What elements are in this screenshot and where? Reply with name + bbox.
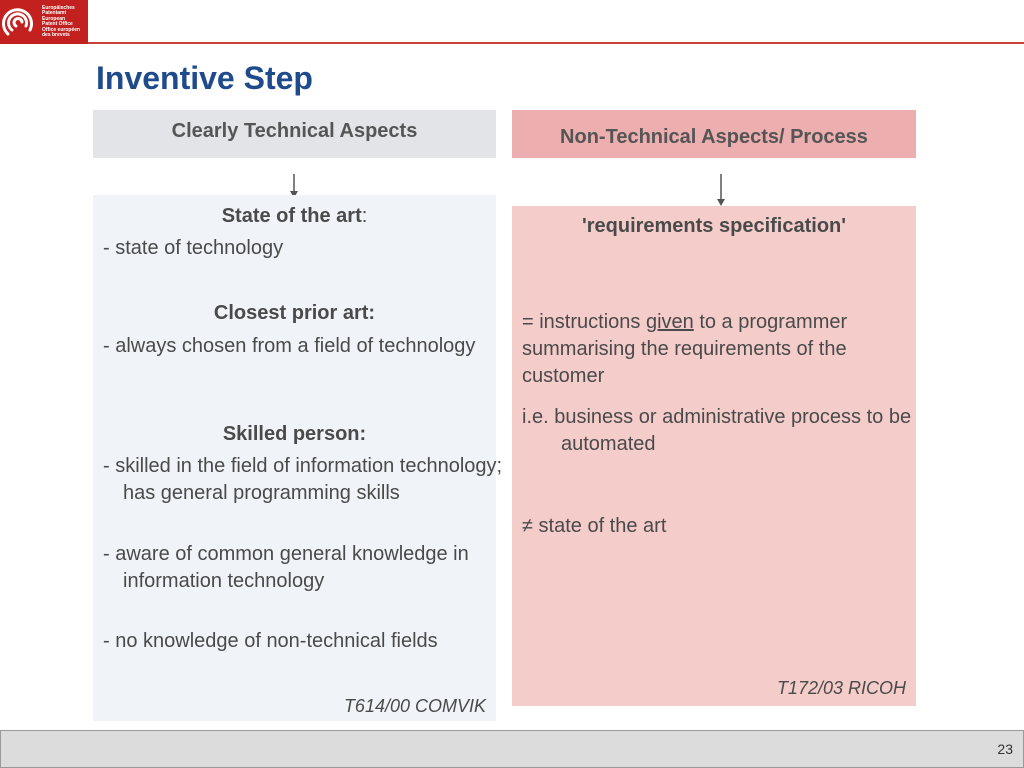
list-item: - skilled in the field of information technology; has general programming skills xyxy=(103,455,503,504)
slide-title: Inventive Step xyxy=(96,60,313,96)
case-reference: T614/00 COMVIK xyxy=(343,696,486,716)
closest-prior-art-heading: Closest prior art: xyxy=(213,302,376,324)
list-item: - state of technology xyxy=(103,237,284,259)
definition-text-underlined: given xyxy=(645,311,694,333)
state-of-art-heading-text: State of the art xyxy=(221,205,362,227)
header-divider xyxy=(88,42,1024,44)
logo-text xyxy=(42,6,80,39)
epo-logo xyxy=(0,0,88,44)
logo-line: Office européen xyxy=(42,26,81,33)
non-technical-aspects-panel xyxy=(512,206,916,706)
list-item: - aware of common general knowledge in information technology xyxy=(103,543,469,592)
requirements-specification-heading: 'requirements specification' xyxy=(581,215,847,237)
non-technical-aspects-header xyxy=(512,110,916,158)
not-equal-text: ≠ state of the art xyxy=(522,515,667,537)
skilled-person-heading: Skilled person: xyxy=(222,423,367,445)
case-reference: T172/03 RICOH xyxy=(776,678,906,698)
definition-text-end: to a programmer summarising the requirements of the customer xyxy=(522,311,848,387)
definition-text-start: = instructions xyxy=(522,311,646,333)
state-of-art-colon: : xyxy=(361,205,368,227)
logo-line: Europäisches xyxy=(42,4,75,11)
technical-aspects-header xyxy=(93,110,496,158)
arrow-down-icon xyxy=(716,174,726,206)
footer-bar xyxy=(0,730,1024,768)
definition-text xyxy=(522,309,902,390)
epo-logo-icon xyxy=(0,0,40,44)
logo-line: Patent Office xyxy=(42,21,73,27)
page-number: 23 xyxy=(997,741,1013,757)
list-item: - no knowledge of non-technical fields xyxy=(103,630,438,652)
example-text: i.e. business or administrative process to be automated xyxy=(522,406,912,455)
logo-line: Patentamt xyxy=(42,10,67,16)
state-of-art-heading xyxy=(103,203,486,230)
logo-line: European xyxy=(42,15,66,22)
logo-line: des brevets xyxy=(42,32,70,38)
non-technical-aspects-header-label: Non-Technical Aspects/ Process xyxy=(560,125,868,148)
technical-aspects-header-label: Clearly Technical Aspects xyxy=(171,120,418,142)
list-item: - always chosen from a field of technology xyxy=(103,335,476,357)
technical-aspects-panel xyxy=(93,195,503,721)
